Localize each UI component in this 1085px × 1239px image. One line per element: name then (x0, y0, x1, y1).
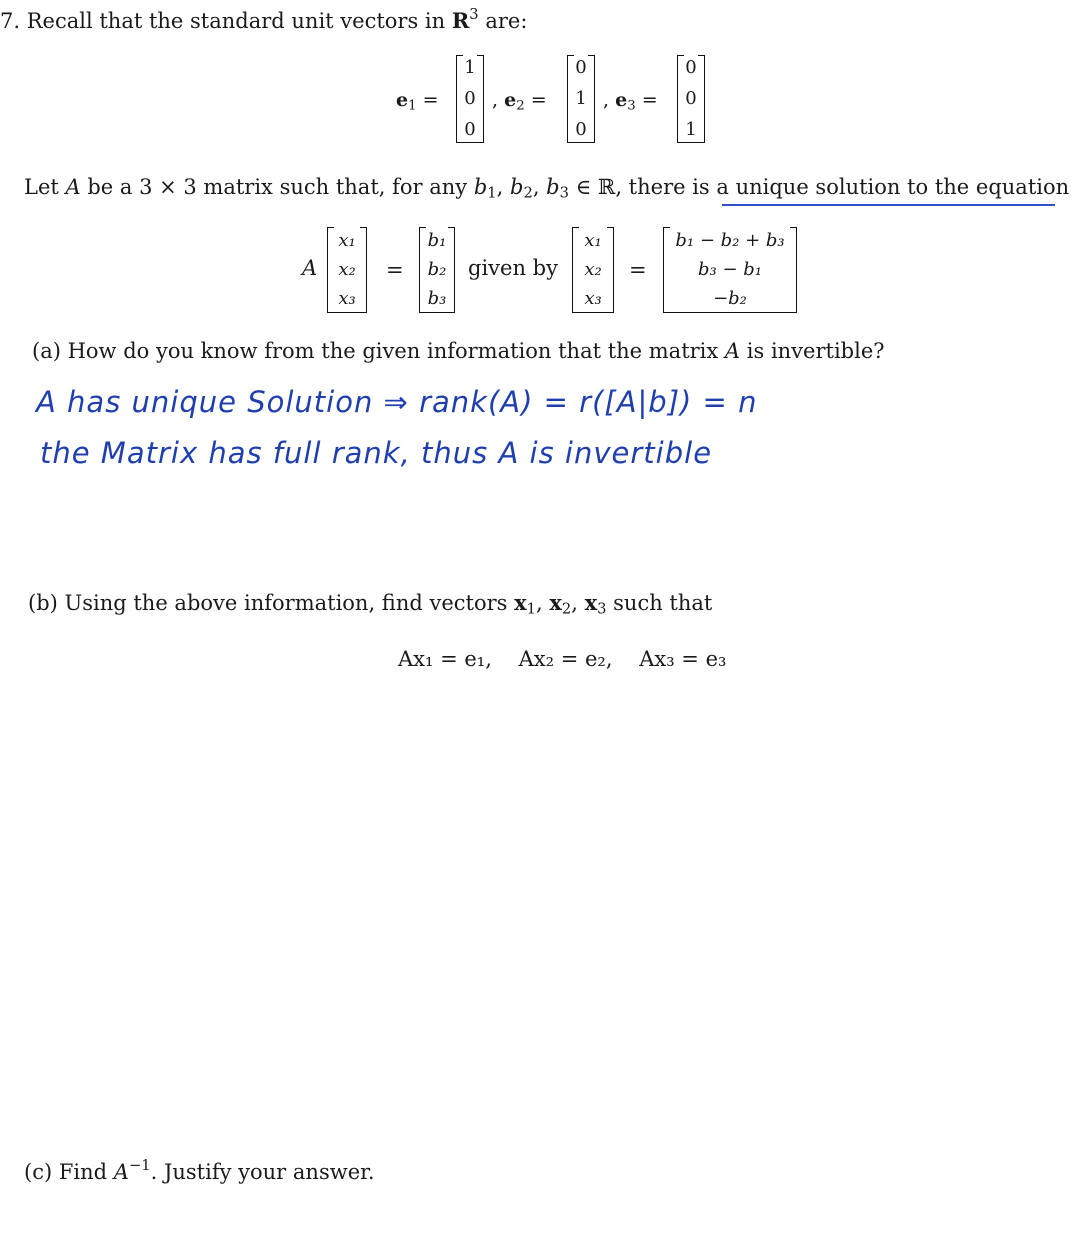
x-entry: x₃ (338, 288, 356, 309)
r3-set: R (451, 8, 470, 33)
e2-vector (567, 55, 595, 143)
problem-number: 7. (0, 9, 21, 33)
x-vector-2 (572, 227, 614, 313)
b-entry: b₁ (427, 230, 447, 251)
e1-vector (456, 55, 484, 143)
system-A: A (302, 256, 318, 280)
part-c-question: (c) Find $A^{-1}$. Justify your answer. (24, 1157, 375, 1184)
system-eq-2: = (629, 258, 647, 282)
let-sentence: Let A be a 3 × 3 matrix such that, for any $b_1$, $b_2$, $b_3$ ∈ ℝ, there is a unique solution to the equation (24, 175, 1070, 202)
underlined-phrase: unique solution to the equation (735, 175, 1070, 199)
e1-entry: 1 (464, 57, 476, 78)
part-b-equations: Ax₁ = e₁, Ax₂ = e₂, Ax₃ = e₃ (398, 647, 727, 671)
part-a-answer-line2: the Matrix has full rank, thus A is invertible (40, 436, 713, 470)
e3-entry: 0 (685, 57, 697, 78)
b-vector (419, 227, 455, 313)
b-entry: b₃ (427, 288, 447, 309)
solution-entry: −b₂ (713, 288, 747, 309)
e1-entry: 0 (464, 119, 476, 140)
e3-label: , $e_3$ = (603, 89, 658, 114)
x-entry: x₃ (584, 288, 602, 309)
pen-underline (722, 204, 1055, 206)
x-entry: x₁ (338, 230, 356, 251)
part-a-question: (a) How do you know from the given information that the matrix A is invertible? (32, 339, 885, 363)
e3-entry: 0 (685, 88, 697, 109)
x-entry: x₁ (584, 230, 602, 251)
solution-entry: b₃ − b₁ (697, 259, 762, 280)
x-entry: x₂ (338, 259, 356, 280)
intro-text: Recall that the standard unit vectors in (26, 9, 452, 33)
system-eq: = (386, 258, 404, 282)
e2-label: , $e_2$ = (492, 89, 547, 114)
part-b-question: (b) Using the above information, find vectors $x_1$, $x_2$, $x_3$ such that (28, 590, 713, 618)
solution-entry: b₁ − b₂ + b₃ (675, 230, 785, 251)
e3-vector (677, 55, 705, 143)
given-by-text: given by (468, 256, 558, 280)
problem-statement (0, 8, 527, 33)
e2-entry: 0 (575, 57, 587, 78)
intro-end: are: (478, 9, 528, 33)
b-entry: b₂ (427, 259, 447, 280)
e2-entry: 0 (575, 119, 587, 140)
part-a-answer-line1: A has unique Solution ⇒ rank(A) = r([A|b]) = n (36, 385, 758, 419)
e3-entry: 1 (685, 119, 697, 140)
r3-exponent: 3 (469, 6, 479, 24)
e1-entry: 0 (464, 88, 476, 109)
x-entry: x₂ (584, 259, 602, 280)
x-vector (327, 227, 367, 313)
solution-vector (663, 227, 797, 313)
e1-label: $e_1$ = (396, 89, 439, 114)
e2-entry: 1 (575, 88, 587, 109)
